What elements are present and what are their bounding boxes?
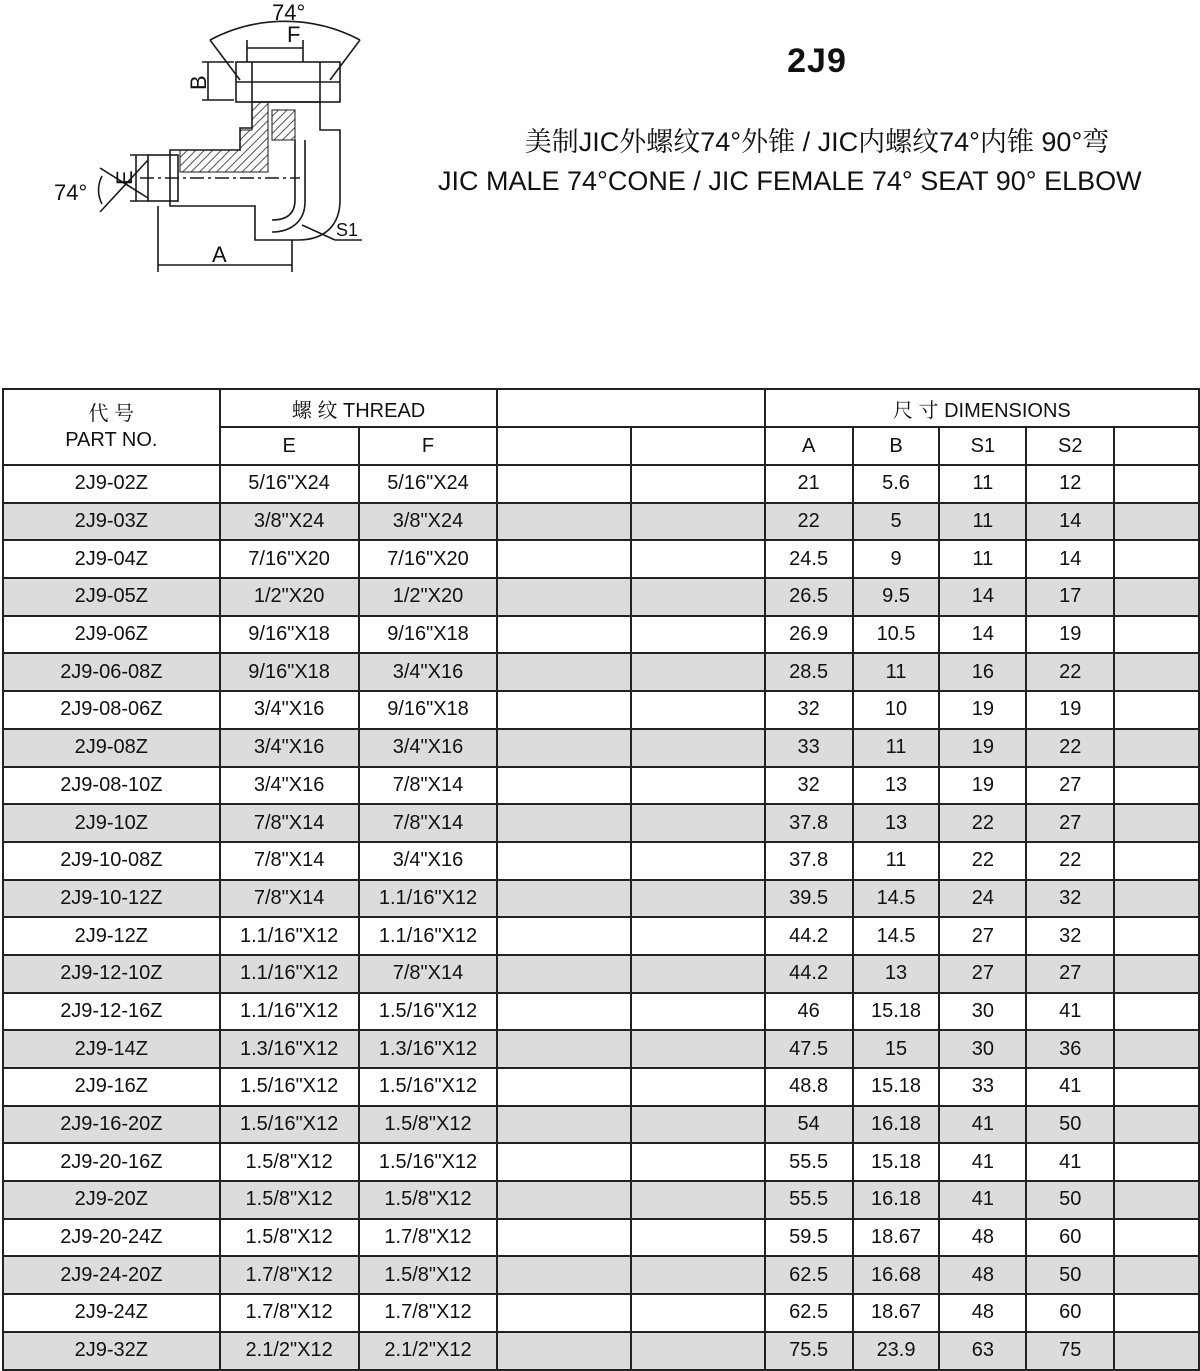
table-row — [3, 842, 1199, 880]
table-row — [3, 465, 1199, 503]
thread-e-cell: 7/16"X20 — [220, 540, 359, 578]
blank-header — [497, 389, 764, 427]
thread-e-cell: 7/8"X14 — [220, 804, 359, 842]
part-cell: 2J9-02Z — [3, 465, 220, 503]
table-row — [3, 729, 1199, 767]
dim-b-cell: 13 — [853, 767, 940, 805]
dim-s2-cell: 36 — [1026, 1030, 1114, 1068]
dim-s2-cell: 41 — [1026, 1068, 1114, 1106]
blank-cell — [631, 955, 765, 993]
dim-b-cell: 11 — [853, 729, 940, 767]
part-cell: 2J9-10-08Z — [3, 842, 220, 880]
blank-cell — [497, 653, 631, 691]
blank-cell — [1114, 804, 1199, 842]
thread-f-cell: 3/8"X24 — [359, 503, 498, 541]
thread-e-cell: 1.1/16"X12 — [220, 993, 359, 1031]
title-chinese: 美制JIC外螺纹74°外锥 / JIC内螺纹74°内锥 90°弯 — [524, 127, 1110, 157]
col-header-f: F — [359, 427, 498, 465]
blank-cell — [497, 804, 631, 842]
dim-s1-cell: 11 — [939, 540, 1026, 578]
blank-cell — [631, 880, 765, 918]
dim-s1-cell: 19 — [939, 691, 1026, 729]
dim-b-cell: 14.5 — [853, 880, 940, 918]
blank-cell — [497, 1294, 631, 1332]
part-cell: 2J9-20-24Z — [3, 1219, 220, 1257]
dim-a-cell: 62.5 — [765, 1256, 853, 1294]
table-row — [3, 767, 1199, 805]
blank-cell — [497, 503, 631, 541]
thread-e-cell: 7/8"X14 — [220, 880, 359, 918]
col-header-b: B — [853, 427, 940, 465]
thread-f-cell: 3/4"X16 — [359, 729, 498, 767]
part-cell: 2J9-08-06Z — [3, 691, 220, 729]
dim-a-cell: 26.5 — [765, 578, 853, 616]
dim-s1-cell: 24 — [939, 880, 1026, 918]
dim-s1-cell: 11 — [939, 465, 1026, 503]
dim-s2-cell: 75 — [1026, 1332, 1114, 1370]
thread-e-cell: 3/4"X16 — [220, 691, 359, 729]
thread-f-cell: 7/16"X20 — [359, 540, 498, 578]
dim-s1-cell: 30 — [939, 1030, 1026, 1068]
thread-e-cell: 1.1/16"X12 — [220, 917, 359, 955]
blank-cell — [631, 503, 765, 541]
dim-a-cell: 24.5 — [765, 540, 853, 578]
blank-cell — [497, 1219, 631, 1257]
blank-cell — [497, 578, 631, 616]
dim-b-cell: 9 — [853, 540, 940, 578]
blank-cell — [1114, 465, 1199, 503]
dim-a-cell: 44.2 — [765, 917, 853, 955]
dim-s1-cell: 41 — [939, 1143, 1026, 1181]
dim-s2-cell: 60 — [1026, 1294, 1114, 1332]
blank-cell — [497, 1068, 631, 1106]
dim-s1-cell: 19 — [939, 767, 1026, 805]
blank-cell — [1114, 917, 1199, 955]
blank-cell — [631, 653, 765, 691]
table-row — [3, 1030, 1199, 1068]
dim-b-cell: 9.5 — [853, 578, 940, 616]
thread-header: 螺 纹 THREAD — [220, 389, 498, 427]
dim-s2-cell: 19 — [1026, 616, 1114, 654]
dim-a-cell: 55.5 — [765, 1143, 853, 1181]
thread-e-cell: 1.5/8"X12 — [220, 1219, 359, 1257]
dim-b-cell: 15.18 — [853, 1143, 940, 1181]
table-row — [3, 691, 1199, 729]
dimensions-table — [2, 388, 1200, 1371]
dim-b-cell: 13 — [853, 804, 940, 842]
blank-cell — [497, 767, 631, 805]
dim-b-cell: 16.18 — [853, 1181, 940, 1219]
product-code: 2J9 — [787, 42, 847, 80]
col-header-s2: S2 — [1026, 427, 1114, 465]
part-cell: 2J9-20Z — [3, 1181, 220, 1219]
dim-s2-cell: 14 — [1026, 540, 1114, 578]
dim-s2-cell: 50 — [1026, 1256, 1114, 1294]
dim-s1-cell: 48 — [939, 1294, 1026, 1332]
part-cell: 2J9-20-16Z — [3, 1143, 220, 1181]
b-label: B — [186, 75, 211, 90]
col-header-s1: S1 — [939, 427, 1026, 465]
dim-s1-cell: 63 — [939, 1332, 1026, 1370]
blank-cell — [497, 880, 631, 918]
table-row — [3, 1256, 1199, 1294]
thread-f-cell: 1.1/16"X12 — [359, 917, 498, 955]
title-english: JIC MALE 74°CONE / JIC FEMALE 74° SEAT 90° ELBOW — [438, 166, 1142, 196]
thread-f-cell: 1.5/8"X12 — [359, 1106, 498, 1144]
dim-a-cell: 32 — [765, 767, 853, 805]
angle-top-label: 74° — [272, 0, 306, 25]
dim-s2-cell: 22 — [1026, 653, 1114, 691]
table-row — [3, 880, 1199, 918]
blank-cell — [1114, 578, 1199, 616]
dim-s2-cell: 17 — [1026, 578, 1114, 616]
part-no-header — [3, 389, 220, 465]
blank-cell — [631, 465, 765, 503]
dim-b-cell: 18.67 — [853, 1294, 940, 1332]
thread-f-cell: 5/16"X24 — [359, 465, 498, 503]
blank-cell — [631, 1181, 765, 1219]
part-cell: 2J9-16Z — [3, 1068, 220, 1106]
part-cell: 2J9-14Z — [3, 1030, 220, 1068]
angle-left-label: 74° — [54, 180, 88, 205]
thread-f-cell: 7/8"X14 — [359, 955, 498, 993]
blank-cell — [497, 993, 631, 1031]
thread-f-cell: 7/8"X14 — [359, 804, 498, 842]
dim-a-cell: 75.5 — [765, 1332, 853, 1370]
blank-cell — [1114, 993, 1199, 1031]
dim-a-cell: 32 — [765, 691, 853, 729]
blank-cell — [497, 842, 631, 880]
thread-e-cell: 1.5/8"X12 — [220, 1143, 359, 1181]
thread-f-cell: 3/4"X16 — [359, 653, 498, 691]
dim-a-cell: 62.5 — [765, 1294, 853, 1332]
blank-cell — [497, 540, 631, 578]
table-row — [3, 540, 1199, 578]
thread-f-cell: 9/16"X18 — [359, 616, 498, 654]
dim-b-cell: 11 — [853, 653, 940, 691]
part-cell: 2J9-24-20Z — [3, 1256, 220, 1294]
thread-e-cell: 1.1/16"X12 — [220, 955, 359, 993]
thread-e-cell: 1/2"X20 — [220, 578, 359, 616]
blank-cell — [1114, 1256, 1199, 1294]
table-row — [3, 955, 1199, 993]
dim-a-cell: 28.5 — [765, 653, 853, 691]
blank-cell — [631, 616, 765, 654]
f-label: F — [287, 22, 301, 47]
part-cell: 2J9-10-12Z — [3, 880, 220, 918]
table-row — [3, 993, 1199, 1031]
table-row — [3, 1106, 1199, 1144]
part-cell: 2J9-06-08Z — [3, 653, 220, 691]
blank-cell — [1114, 691, 1199, 729]
blank-cell — [631, 917, 765, 955]
table-row — [3, 1219, 1199, 1257]
dim-s2-cell: 41 — [1026, 993, 1114, 1031]
blank-cell — [631, 691, 765, 729]
dim-s2-cell: 14 — [1026, 503, 1114, 541]
table-row — [3, 1332, 1199, 1370]
thread-e-cell: 1.3/16"X12 — [220, 1030, 359, 1068]
dim-b-cell: 11 — [853, 842, 940, 880]
blank-cell — [1114, 503, 1199, 541]
dim-a-cell: 22 — [765, 503, 853, 541]
dim-a-cell: 21 — [765, 465, 853, 503]
part-cell: 2J9-04Z — [3, 540, 220, 578]
thread-e-cell: 5/16"X24 — [220, 465, 359, 503]
blank-cell — [631, 1256, 765, 1294]
dim-s2-cell: 12 — [1026, 465, 1114, 503]
blank-cell — [631, 540, 765, 578]
blank-cell — [1114, 1219, 1199, 1257]
dim-s2-cell: 22 — [1026, 729, 1114, 767]
dimensions-header: 尺 寸 DIMENSIONS — [765, 389, 1199, 427]
thread-e-cell: 7/8"X14 — [220, 842, 359, 880]
part-cell: 2J9-12-10Z — [3, 955, 220, 993]
thread-f-cell: 1.5/16"X12 — [359, 1143, 498, 1181]
e-label: E — [112, 170, 137, 185]
blank-cell — [1114, 842, 1199, 880]
part-cell: 2J9-12Z — [3, 917, 220, 955]
dim-b-cell: 5.6 — [853, 465, 940, 503]
part-cell: 2J9-24Z — [3, 1294, 220, 1332]
blank-cell — [631, 842, 765, 880]
blank-cell — [497, 1256, 631, 1294]
table-row — [3, 1143, 1199, 1181]
thread-e-cell: 9/16"X18 — [220, 616, 359, 654]
part-cell: 2J9-05Z — [3, 578, 220, 616]
thread-f-cell: 1.3/16"X12 — [359, 1030, 498, 1068]
a-label: A — [212, 242, 227, 267]
dim-a-cell: 55.5 — [765, 1181, 853, 1219]
thread-e-cell: 3/8"X24 — [220, 503, 359, 541]
thread-e-cell: 1.7/8"X12 — [220, 1294, 359, 1332]
blank-cell — [631, 1219, 765, 1257]
blank-cell — [1114, 616, 1199, 654]
blank-cell — [631, 578, 765, 616]
dim-s2-cell: 50 — [1026, 1106, 1114, 1144]
dim-a-cell: 44.2 — [765, 955, 853, 993]
blank-cell — [631, 1030, 765, 1068]
dim-s2-cell: 19 — [1026, 691, 1114, 729]
thread-f-cell: 1.5/8"X12 — [359, 1256, 498, 1294]
blank-cell — [631, 767, 765, 805]
dim-b-cell: 10 — [853, 691, 940, 729]
thread-e-cell: 9/16"X18 — [220, 653, 359, 691]
thread-f-cell: 9/16"X18 — [359, 691, 498, 729]
blank-cell — [631, 1143, 765, 1181]
thread-f-cell: 1.7/8"X12 — [359, 1294, 498, 1332]
thread-e-cell: 1.5/16"X12 — [220, 1068, 359, 1106]
thread-e-cell: 1.7/8"X12 — [220, 1256, 359, 1294]
dim-a-cell: 37.8 — [765, 842, 853, 880]
thread-f-cell: 1/2"X20 — [359, 578, 498, 616]
dim-a-cell: 54 — [765, 1106, 853, 1144]
blank-cell — [1114, 1181, 1199, 1219]
table-row — [3, 616, 1199, 654]
table-row — [3, 503, 1199, 541]
table-row — [3, 578, 1199, 616]
dim-s2-cell: 32 — [1026, 880, 1114, 918]
dim-s2-cell: 22 — [1026, 842, 1114, 880]
table-row — [3, 653, 1199, 691]
col-header-a: A — [765, 427, 853, 465]
part-cell: 2J9-16-20Z — [3, 1106, 220, 1144]
table-row — [3, 1181, 1199, 1219]
blank-cell — [497, 1181, 631, 1219]
blank-cell — [497, 1143, 631, 1181]
blank-cell — [631, 993, 765, 1031]
dim-s2-cell: 27 — [1026, 955, 1114, 993]
blank-cell — [631, 1332, 765, 1370]
blank-cell — [497, 917, 631, 955]
dim-a-cell: 33 — [765, 729, 853, 767]
table-row — [3, 917, 1199, 955]
dim-s2-cell: 60 — [1026, 1219, 1114, 1257]
blank-cell — [1114, 1332, 1199, 1370]
blank-cell — [1114, 729, 1199, 767]
part-cell: 2J9-12-16Z — [3, 993, 220, 1031]
col-header-blank-3 — [1114, 427, 1199, 465]
blank-cell — [631, 729, 765, 767]
col-header-e: E — [220, 427, 359, 465]
blank-cell — [631, 1068, 765, 1106]
dim-b-cell: 16.68 — [853, 1256, 940, 1294]
blank-cell — [1114, 1143, 1199, 1181]
dim-s1-cell: 27 — [939, 917, 1026, 955]
blank-cell — [497, 955, 631, 993]
part-no-header-cn: 代 号 — [88, 403, 135, 425]
dim-b-cell: 15 — [853, 1030, 940, 1068]
dim-s1-cell: 22 — [939, 804, 1026, 842]
dim-b-cell: 5 — [853, 503, 940, 541]
thread-e-cell: 3/4"X16 — [220, 729, 359, 767]
dim-a-cell: 26.9 — [765, 616, 853, 654]
blank-cell — [631, 804, 765, 842]
dim-s2-cell: 50 — [1026, 1181, 1114, 1219]
dim-b-cell: 18.67 — [853, 1219, 940, 1257]
blank-cell — [497, 1332, 631, 1370]
blank-cell — [497, 1106, 631, 1144]
dim-b-cell: 15.18 — [853, 1068, 940, 1106]
blank-cell — [1114, 653, 1199, 691]
dim-b-cell: 15.18 — [853, 993, 940, 1031]
blank-cell — [1114, 955, 1199, 993]
blank-cell — [1114, 1030, 1199, 1068]
dim-b-cell: 10.5 — [853, 616, 940, 654]
col-header-blank-1 — [497, 427, 631, 465]
blank-cell — [497, 691, 631, 729]
dim-s1-cell: 22 — [939, 842, 1026, 880]
dim-s2-cell: 27 — [1026, 767, 1114, 805]
part-cell: 2J9-08Z — [3, 729, 220, 767]
part-cell: 2J9-10Z — [3, 804, 220, 842]
blank-cell — [1114, 1294, 1199, 1332]
thread-f-cell: 1.5/8"X12 — [359, 1181, 498, 1219]
thread-f-cell: 1.5/16"X12 — [359, 993, 498, 1031]
dim-s1-cell: 48 — [939, 1256, 1026, 1294]
dim-s1-cell: 14 — [939, 578, 1026, 616]
dim-b-cell: 14.5 — [853, 917, 940, 955]
thread-f-cell: 1.5/16"X12 — [359, 1068, 498, 1106]
dim-s1-cell: 30 — [939, 993, 1026, 1031]
dim-a-cell: 46 — [765, 993, 853, 1031]
thread-f-cell: 1.7/8"X12 — [359, 1219, 498, 1257]
dim-a-cell: 47.5 — [765, 1030, 853, 1068]
col-header-blank-2 — [631, 427, 765, 465]
blank-cell — [497, 729, 631, 767]
dim-a-cell: 59.5 — [765, 1219, 853, 1257]
dim-s1-cell: 41 — [939, 1181, 1026, 1219]
blank-cell — [497, 616, 631, 654]
thread-f-cell: 7/8"X14 — [359, 767, 498, 805]
dim-b-cell: 16.18 — [853, 1106, 940, 1144]
thread-e-cell: 3/4"X16 — [220, 767, 359, 805]
blank-cell — [1114, 540, 1199, 578]
dim-s1-cell: 16 — [939, 653, 1026, 691]
table-row — [3, 1294, 1199, 1332]
thread-f-cell: 3/4"X16 — [359, 842, 498, 880]
part-no-header-en: PART NO. — [65, 429, 158, 451]
thread-e-cell: 1.5/8"X12 — [220, 1181, 359, 1219]
dim-a-cell: 37.8 — [765, 804, 853, 842]
blank-cell — [1114, 880, 1199, 918]
dim-a-cell: 39.5 — [765, 880, 853, 918]
blank-cell — [1114, 767, 1199, 805]
dim-s1-cell: 19 — [939, 729, 1026, 767]
dim-s1-cell: 14 — [939, 616, 1026, 654]
dim-a-cell: 48.8 — [765, 1068, 853, 1106]
dim-s2-cell: 32 — [1026, 917, 1114, 955]
part-cell: 2J9-03Z — [3, 503, 220, 541]
dim-s1-cell: 41 — [939, 1106, 1026, 1144]
blank-cell — [631, 1294, 765, 1332]
part-cell: 2J9-08-10Z — [3, 767, 220, 805]
s1-label: S1 — [336, 220, 359, 240]
blank-cell — [631, 1106, 765, 1144]
thread-f-cell: 1.1/16"X12 — [359, 880, 498, 918]
dim-b-cell: 13 — [853, 955, 940, 993]
dim-s1-cell: 27 — [939, 955, 1026, 993]
dim-b-cell: 23.9 — [853, 1332, 940, 1370]
blank-cell — [497, 1030, 631, 1068]
dim-s1-cell: 48 — [939, 1219, 1026, 1257]
thread-f-cell: 2.1/2"X12 — [359, 1332, 498, 1370]
part-cell: 2J9-32Z — [3, 1332, 220, 1370]
blank-cell — [497, 465, 631, 503]
blank-cell — [1114, 1068, 1199, 1106]
table-row — [3, 804, 1199, 842]
thread-e-cell: 2.1/2"X12 — [220, 1332, 359, 1370]
dim-s2-cell: 27 — [1026, 804, 1114, 842]
dim-s2-cell: 41 — [1026, 1143, 1114, 1181]
dim-s1-cell: 33 — [939, 1068, 1026, 1106]
table-row — [3, 1068, 1199, 1106]
thread-e-cell: 1.5/16"X12 — [220, 1106, 359, 1144]
part-cell: 2J9-06Z — [3, 616, 220, 654]
blank-cell — [1114, 1106, 1199, 1144]
dim-s1-cell: 11 — [939, 503, 1026, 541]
